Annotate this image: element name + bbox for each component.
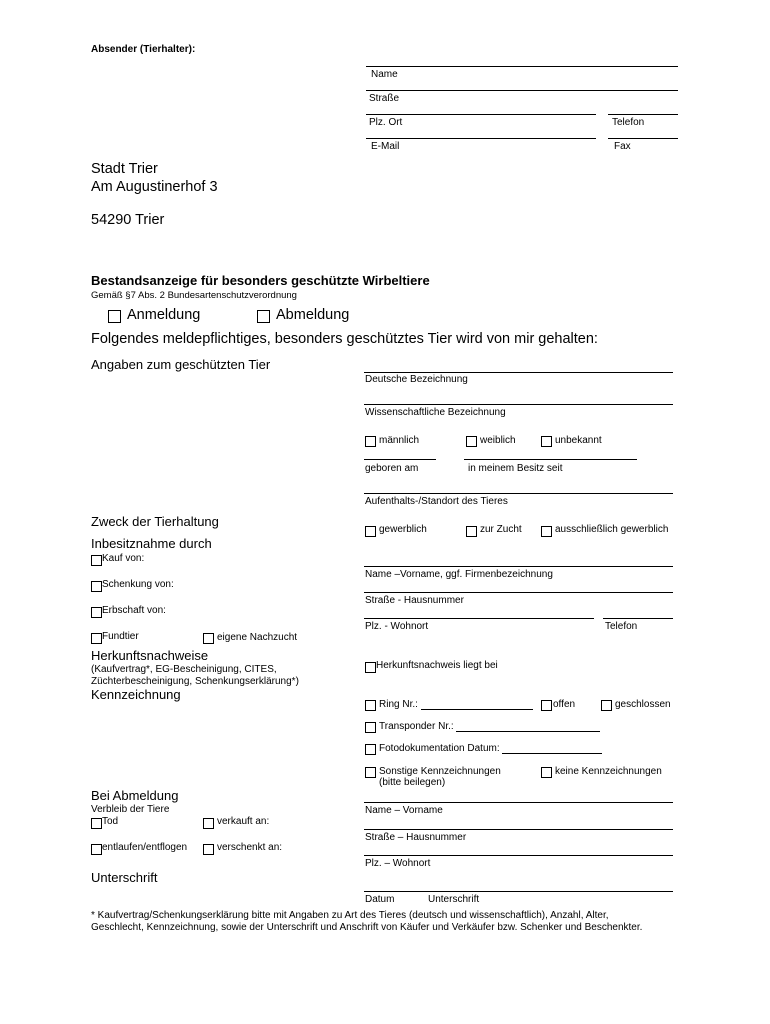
dereg-heading: Bei Abmeldung [91, 788, 179, 803]
footnote-line2: Geschlecht, Kennzeichnung, sowie der Unterschrift und Anschrift von Käufer und Verkäufer bzw. Schenker und Beschenkter. [91, 922, 643, 933]
acq-phone-label: Telefon [605, 621, 638, 632]
no-marking-label: keine Kennzeichnungen [555, 766, 662, 777]
recipient-line1: Stadt Trier [91, 161, 158, 177]
sender-email-line[interactable] [366, 138, 596, 139]
proof-attached-checkbox[interactable] [365, 662, 376, 673]
acq-street-label: Straße - Hausnummer [365, 595, 464, 606]
breeding-checkbox[interactable] [466, 526, 477, 537]
acq-plz-label: Plz. - Wohnort [365, 621, 429, 632]
recipient-line3: 54290 Trier [91, 212, 165, 228]
male-checkbox[interactable] [365, 436, 376, 447]
commercial-checkbox[interactable] [365, 526, 376, 537]
own-breeding-label: eigene Nachzucht [217, 632, 298, 643]
commercial-label: gewerblich [379, 524, 427, 535]
dereg-plz-label: Plz. – Wohnort [365, 858, 431, 869]
scientific-name-line[interactable] [364, 404, 673, 405]
ring-open-label: offen [553, 699, 576, 710]
sender-email-label: E-Mail [371, 141, 400, 152]
sender-name-line[interactable] [366, 66, 678, 67]
dereg-name-line[interactable] [364, 802, 673, 803]
acq-phone-line[interactable] [603, 618, 673, 619]
sender-phone-label: Telefon [612, 117, 645, 128]
ring-label: Ring Nr.: [379, 699, 418, 710]
sender-plz-label: Plz. Ort [369, 117, 403, 128]
recipient-line2: Am Augustinerhof 3 [91, 179, 218, 195]
sender-phone-line[interactable] [608, 114, 678, 115]
sold-checkbox[interactable] [203, 818, 214, 829]
scientific-name-label: Wissenschaftliche Bezeichnung [365, 407, 506, 418]
found-checkbox[interactable] [91, 633, 102, 644]
gift-checkbox[interactable] [91, 581, 102, 592]
escaped-label: entlaufen/entflogen [102, 842, 188, 853]
footnote-line1: * Kaufvertrag/Schenkungserklärung bitte mit Angaben zu Art des Tieres (deutsch und wissenschaftlich), Anzahl, Alter, [91, 910, 609, 921]
inheritance-checkbox[interactable] [91, 607, 102, 618]
sender-name-label: Name [371, 69, 398, 80]
location-label: Aufenthalts-/Standort des Tieres [365, 496, 508, 507]
transponder-checkbox[interactable] [365, 722, 376, 733]
form-subtitle: Gemäß §7 Abs. 2 Bundesartenschutzverordnung [91, 290, 297, 301]
acq-name-label: Name –Vorname, ggf. Firmenbezeichnung [365, 569, 553, 580]
dead-checkbox[interactable] [91, 818, 102, 829]
ring-open-checkbox[interactable] [541, 700, 552, 711]
transponder-label: Transponder Nr.: [379, 721, 454, 732]
own-breeding-checkbox[interactable] [203, 633, 214, 644]
ring-closed-checkbox[interactable] [601, 700, 612, 711]
location-line[interactable] [364, 493, 673, 494]
photo-checkbox[interactable] [365, 744, 376, 755]
proof-heading: Herkunftsnachweise [91, 648, 209, 663]
gifted-checkbox[interactable] [203, 844, 214, 855]
dereg-name-label: Name – Vorname [365, 805, 443, 816]
purpose-heading: Zweck der Tierhaltung [91, 514, 219, 529]
transponder-field[interactable] [456, 731, 600, 732]
sender-plz-line[interactable] [366, 114, 596, 115]
ring-closed-label: geschlossen [615, 699, 671, 710]
owned-since-line[interactable] [464, 459, 637, 460]
signature-date-label: Datum [365, 894, 395, 905]
gift-label: Schenkung von: [102, 579, 174, 590]
sender-fax-line[interactable] [608, 138, 678, 139]
ring-number-field[interactable] [421, 709, 533, 710]
dereg-street-label: Straße – Hausnummer [365, 832, 467, 843]
dead-label: Tod [102, 816, 119, 827]
escaped-checkbox[interactable] [91, 844, 102, 855]
german-name-line[interactable] [364, 372, 673, 373]
male-label: männlich [379, 435, 420, 446]
other-marking-label: Sonstige Kennzeichnungen [379, 766, 501, 777]
form-title: Bestandsanzeige für besonders geschützte Wirbeltiere [91, 273, 430, 288]
born-label: geboren am [365, 463, 419, 474]
photo-date-field[interactable] [502, 753, 602, 754]
acq-plz-line[interactable] [364, 618, 594, 619]
marking-heading: Kennzeichnung [91, 687, 181, 702]
purchase-label: Kauf von: [102, 553, 145, 564]
sold-label: verkauft an: [217, 816, 270, 827]
proof-note-line2: Züchterbescheinigung, Schenkungserklärung*) [91, 676, 299, 687]
signature-label: Unterschrift [428, 894, 480, 905]
unknown-checkbox[interactable] [541, 436, 552, 447]
purchase-checkbox[interactable] [91, 555, 102, 566]
inheritance-label: Erbschaft von: [102, 605, 166, 616]
female-checkbox[interactable] [466, 436, 477, 447]
photo-label: Fotodokumentation Datum: [379, 743, 500, 754]
signature-line[interactable] [364, 891, 673, 892]
anmeldung-label: Anmeldung [127, 307, 201, 323]
intro-text: Folgendes meldepflichtiges, besonders geschütztes Tier wird von mir gehalten: [91, 331, 598, 347]
acq-name-line[interactable] [364, 566, 673, 567]
signature-heading: Unterschrift [91, 870, 158, 885]
exclusively-commercial-label: ausschließlich gewerblich [555, 524, 669, 535]
owned-since-label: in meinem Besitz seit [468, 463, 563, 474]
dereg-plz-line[interactable] [364, 855, 673, 856]
proof-note-line1: (Kaufvertrag*, EG-Bescheinigung, CITES, [91, 664, 277, 675]
proof-attached-label: Herkunftsnachweis liegt bei [376, 660, 498, 671]
abmeldung-checkbox[interactable] [257, 310, 270, 323]
unknown-label: unbekannt [555, 435, 602, 446]
dereg-whereabouts: Verbleib der Tiere [91, 804, 170, 815]
found-label: Fundtier [102, 631, 139, 642]
acquisition-heading: Inbesitznahme durch [91, 536, 212, 551]
born-line[interactable] [364, 459, 436, 460]
sender-heading: Absender (Tierhalter): [91, 44, 196, 55]
dereg-street-line[interactable] [364, 829, 673, 830]
sender-fax-label: Fax [614, 141, 631, 152]
no-marking-checkbox[interactable] [541, 767, 552, 778]
breeding-label: zur Zucht [480, 524, 522, 535]
female-label: weiblich [480, 435, 516, 446]
other-marking-note: (bitte beilegen) [379, 777, 446, 788]
exclusively-commercial-checkbox[interactable] [541, 526, 552, 537]
sender-street-label: Straße [369, 93, 400, 104]
other-marking-checkbox[interactable] [365, 767, 376, 778]
gifted-label: verschenkt an: [217, 842, 283, 853]
german-name-label: Deutsche Bezeichnung [365, 374, 468, 385]
anmeldung-checkbox[interactable] [108, 310, 121, 323]
acq-street-line[interactable] [364, 592, 673, 593]
ring-checkbox[interactable] [365, 700, 376, 711]
sender-street-line[interactable] [366, 90, 678, 91]
abmeldung-label: Abmeldung [276, 307, 350, 323]
animal-heading: Angaben zum geschützten Tier [91, 357, 271, 372]
